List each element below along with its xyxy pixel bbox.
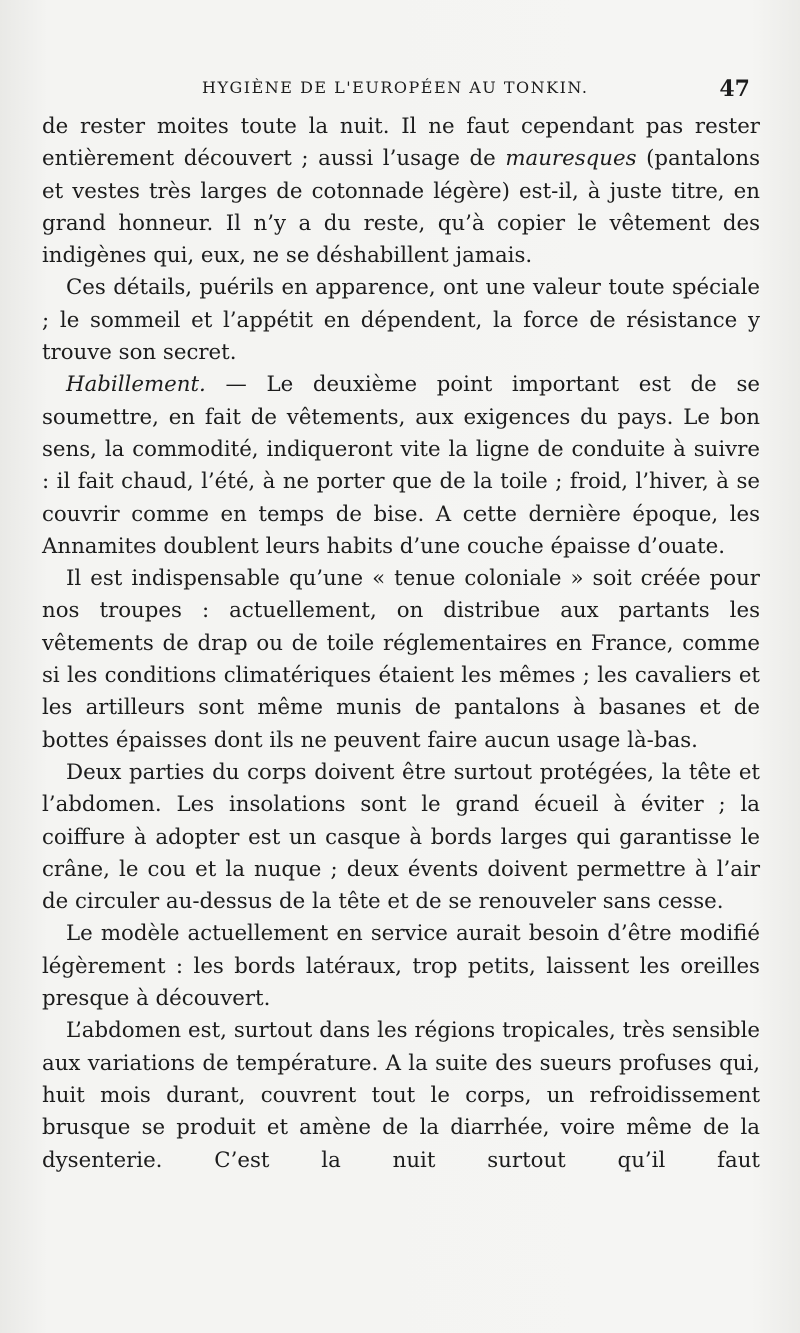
running-head — [42, 0, 760, 120]
paragraph-2: Ces détails, puérils en apparence, ont une valeur toute spéciale ; le sommeil et l’appétit en dépendent, la force de résistance y trouve son secret. — [42, 275, 760, 366]
paragraph-3 — [42, 369, 760, 563]
section-heading-habillement: Habillement. — [66, 372, 206, 398]
paragraph-1-part-a: de rester moites toute la nuit. Il ne faut cependant pas rester entièrement découvert ; aussi l’usage de — [42, 114, 760, 172]
paragraph-4: Il est indispensable qu’une « tenue coloniale » soit créée pour nos troupes : actuellement, on distribue aux partants les vêtements de drap ou de toile réglementaires en France, comme si les conditions climatériques étaient les mêmes ; les cavaliers et les artilleurs sont même munis de pantalons à basanes et de bottes épaisses dont ils ne peuvent faire aucun usage là-bas. — [42, 566, 760, 753]
paragraph-7: L’abdomen est, surtout dans les régions tropicales, très sensible aux variations de température. A la suite des sueurs profuses qui, huit mois durant, couvrent tout le corps, un refroidissement brusque se produit et amène de la diarrhée, voire même de la dysenterie. C’est la nuit surtout qu’il faut — [42, 1018, 760, 1173]
body-text — [42, 111, 760, 1177]
paragraph-3-text: — Le deuxième point important est de se soumettre, en fait de vêtements, aux exigences du pays. Le bon sens, la commodité, indiqueront vite la ligne de conduite à suivre : il fait chaud, l’été, à ne porter que de la toile ; froid, l’hiver, à se couvrir comme en temps de bise. A cette dernière époque, les Annamites doublent leurs habits d’une couche épaisse d’ouate. — [42, 372, 760, 559]
page-number: 47 — [719, 76, 750, 102]
running-title: HYGIÈNE DE L'EUROPÉEN AU TONKIN. — [202, 78, 589, 97]
paragraph-1 — [42, 111, 760, 272]
paragraph-5: Deux parties du corps doivent être surtout protégées, la tête et l’abdomen. Les insolations sont le grand écueil à éviter ; la coiffure à adopter est un casque à bords larges qui garantisse le crâne, le cou et la nuque ; deux évents doivent permettre à l’air de circuler au-dessus de la tête et de se renouveler sans cesse. — [42, 759, 760, 915]
paragraph-1-part-b: (pantalons et vestes très larges de cotonnade légère) est-il, à juste titre, en grand honneur. Il n’y a du reste, qu’à copier le vêtement des indigènes qui, eux, ne se déshabillent jamais. — [42, 146, 760, 269]
paragraph-6: Le modèle actuellement en service aurait besoin d’être modifié légèrement : les bords latéraux, trop petits, laissent les oreilles presque à découvert. — [42, 921, 760, 1012]
italic-term-mauresques: mauresques — [505, 146, 637, 172]
